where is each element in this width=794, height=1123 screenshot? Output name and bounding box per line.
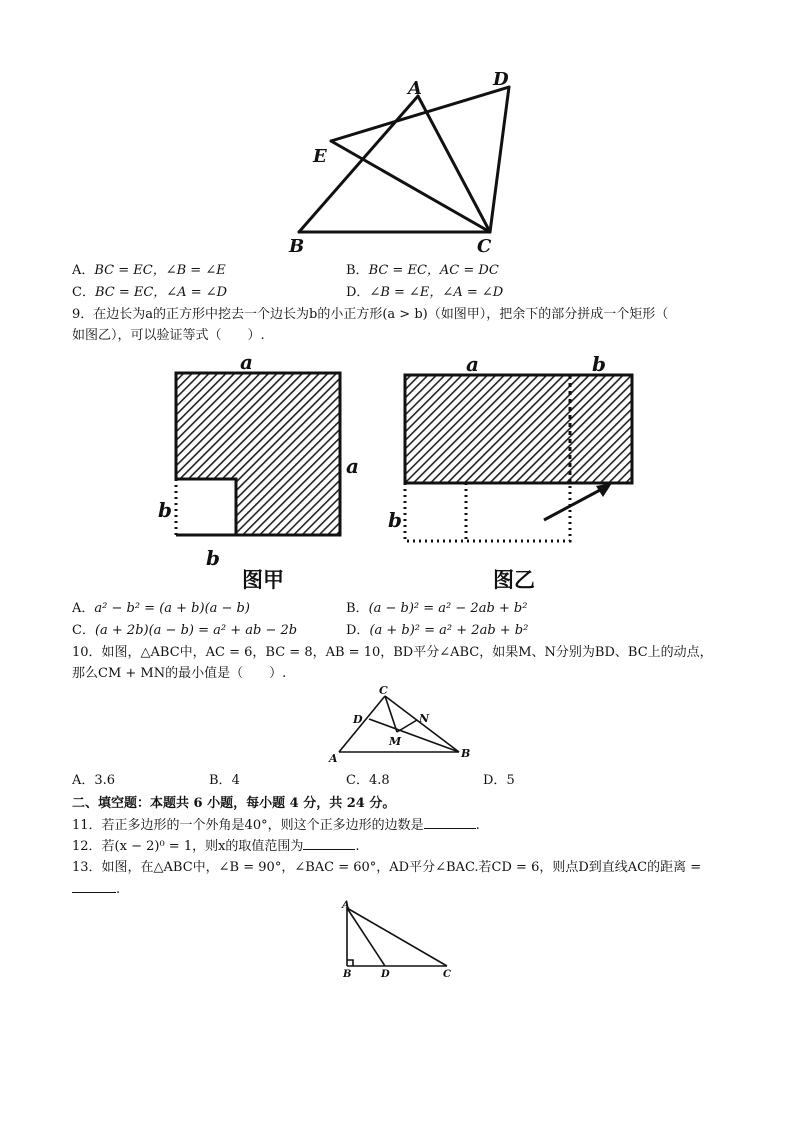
q8-label-d: D bbox=[493, 69, 509, 90]
q10-label-d: D bbox=[353, 713, 363, 726]
q10-label-b: B bbox=[461, 747, 471, 760]
fig-yi-label-b-top: b bbox=[592, 355, 606, 376]
q8-label-b: B bbox=[289, 236, 305, 257]
q8-option-b[interactable]: B．BC = EC，AC = DC bbox=[346, 263, 499, 278]
q11-line: 11．若正多边形的一个外角是40°，则这个正多边形的边数是 . bbox=[72, 818, 480, 833]
q12-answer-blank[interactable] bbox=[303, 837, 355, 850]
fig-jia-label-b-left: b bbox=[158, 498, 172, 522]
fig-jia bbox=[176, 373, 340, 535]
q10-option-c[interactable]: C．4.8 bbox=[346, 773, 390, 788]
q9-option-a[interactable]: A．a² − b² = (a + b)(a − b) bbox=[72, 601, 250, 616]
q9-figure bbox=[150, 355, 650, 595]
q10-stem-line1: 10．如图，△ABC中，AC = 6，BC = 8，AB = 10，BD平分∠ABC，如果M、N分别为BD、BC上的动点， bbox=[72, 645, 713, 660]
q12-line: 12．若(x − 2)⁰ = 1，则x的取值范围为 . bbox=[72, 839, 360, 854]
q13-label-a: A bbox=[342, 900, 350, 911]
q8-option-a[interactable]: A．BC = EC，∠B = ∠E bbox=[72, 263, 226, 278]
q10-label-n: N bbox=[419, 712, 430, 725]
q8-option-c[interactable]: C．BC = EC，∠A = ∠D bbox=[72, 285, 228, 300]
q9-option-c[interactable]: C．(a + 2b)(a − b) = a² + ab − 2b bbox=[72, 623, 298, 638]
q10-option-a[interactable]: A．3.6 bbox=[72, 773, 116, 788]
q9-option-b[interactable]: B．(a − b)² = a² − 2ab + b² bbox=[346, 601, 528, 616]
q8-figure bbox=[285, 62, 525, 258]
q11-text: 11．若正多边形的一个外角是40°，则这个正多边形的边数是 bbox=[72, 818, 424, 833]
q13-figure bbox=[335, 900, 465, 980]
q8-label-e: E bbox=[313, 146, 327, 167]
q10-label-a: A bbox=[329, 752, 338, 764]
q8-option-d[interactable]: D．∠B = ∠E，∠A = ∠D bbox=[346, 285, 504, 300]
q10-label-m: M bbox=[389, 735, 402, 748]
q10-stem-line2: 那么CM + MN的最小值是（ ）. bbox=[72, 666, 287, 681]
fig-jia-label-a-top: a bbox=[240, 355, 253, 374]
q10-option-b[interactable]: B．4 bbox=[209, 773, 240, 788]
q8-label-c: C bbox=[477, 236, 492, 257]
q9-stem-line1: 9．在边长为a的正方形中挖去一个边长为b的小正方形(a > b)（如图甲），把余下的部分拼成一个矩形（ bbox=[72, 307, 669, 322]
q9-option-d[interactable]: D．(a + b)² = a² + 2ab + b² bbox=[346, 623, 529, 638]
section-title-fill-in: 二、填空题：本题共 6 小题，每小题 4 分，共 24 分。 bbox=[72, 796, 396, 811]
q13-line2: . bbox=[72, 880, 120, 899]
q12-text: 12．若(x − 2)⁰ = 1，则x的取值范围为 bbox=[72, 839, 304, 854]
fig-yi-label-a: a bbox=[466, 355, 479, 376]
fig-jia-label-a-right: a bbox=[346, 454, 359, 478]
q10-figure bbox=[325, 684, 475, 764]
fig-jia-caption: 图甲 bbox=[242, 567, 284, 592]
q11-answer-blank[interactable] bbox=[424, 816, 476, 829]
q9-stem-line2: 如图乙），可以验证等式（ ）. bbox=[72, 328, 265, 343]
q13-label-d: D bbox=[381, 969, 390, 980]
q13-label-b: B bbox=[343, 969, 352, 980]
fig-yi-caption: 图乙 bbox=[493, 567, 535, 592]
fig-yi-label-b-left: b bbox=[388, 508, 402, 532]
q13-label-c: C bbox=[443, 969, 451, 980]
q10-option-d[interactable]: D．5 bbox=[483, 773, 515, 788]
q13-answer-blank[interactable] bbox=[72, 880, 116, 893]
fig-jia-label-b-bottom: b bbox=[206, 546, 220, 570]
q10-label-c: C bbox=[379, 684, 388, 697]
fig-yi bbox=[405, 375, 632, 541]
q13-stem-line1: 13．如图，在△ABC中，∠B = 90°，∠BAC = 60°，AD平分∠BAC.若CD = 6，则点D到直线AC的距离 = bbox=[72, 860, 702, 875]
q8-label-a: A bbox=[408, 78, 422, 99]
